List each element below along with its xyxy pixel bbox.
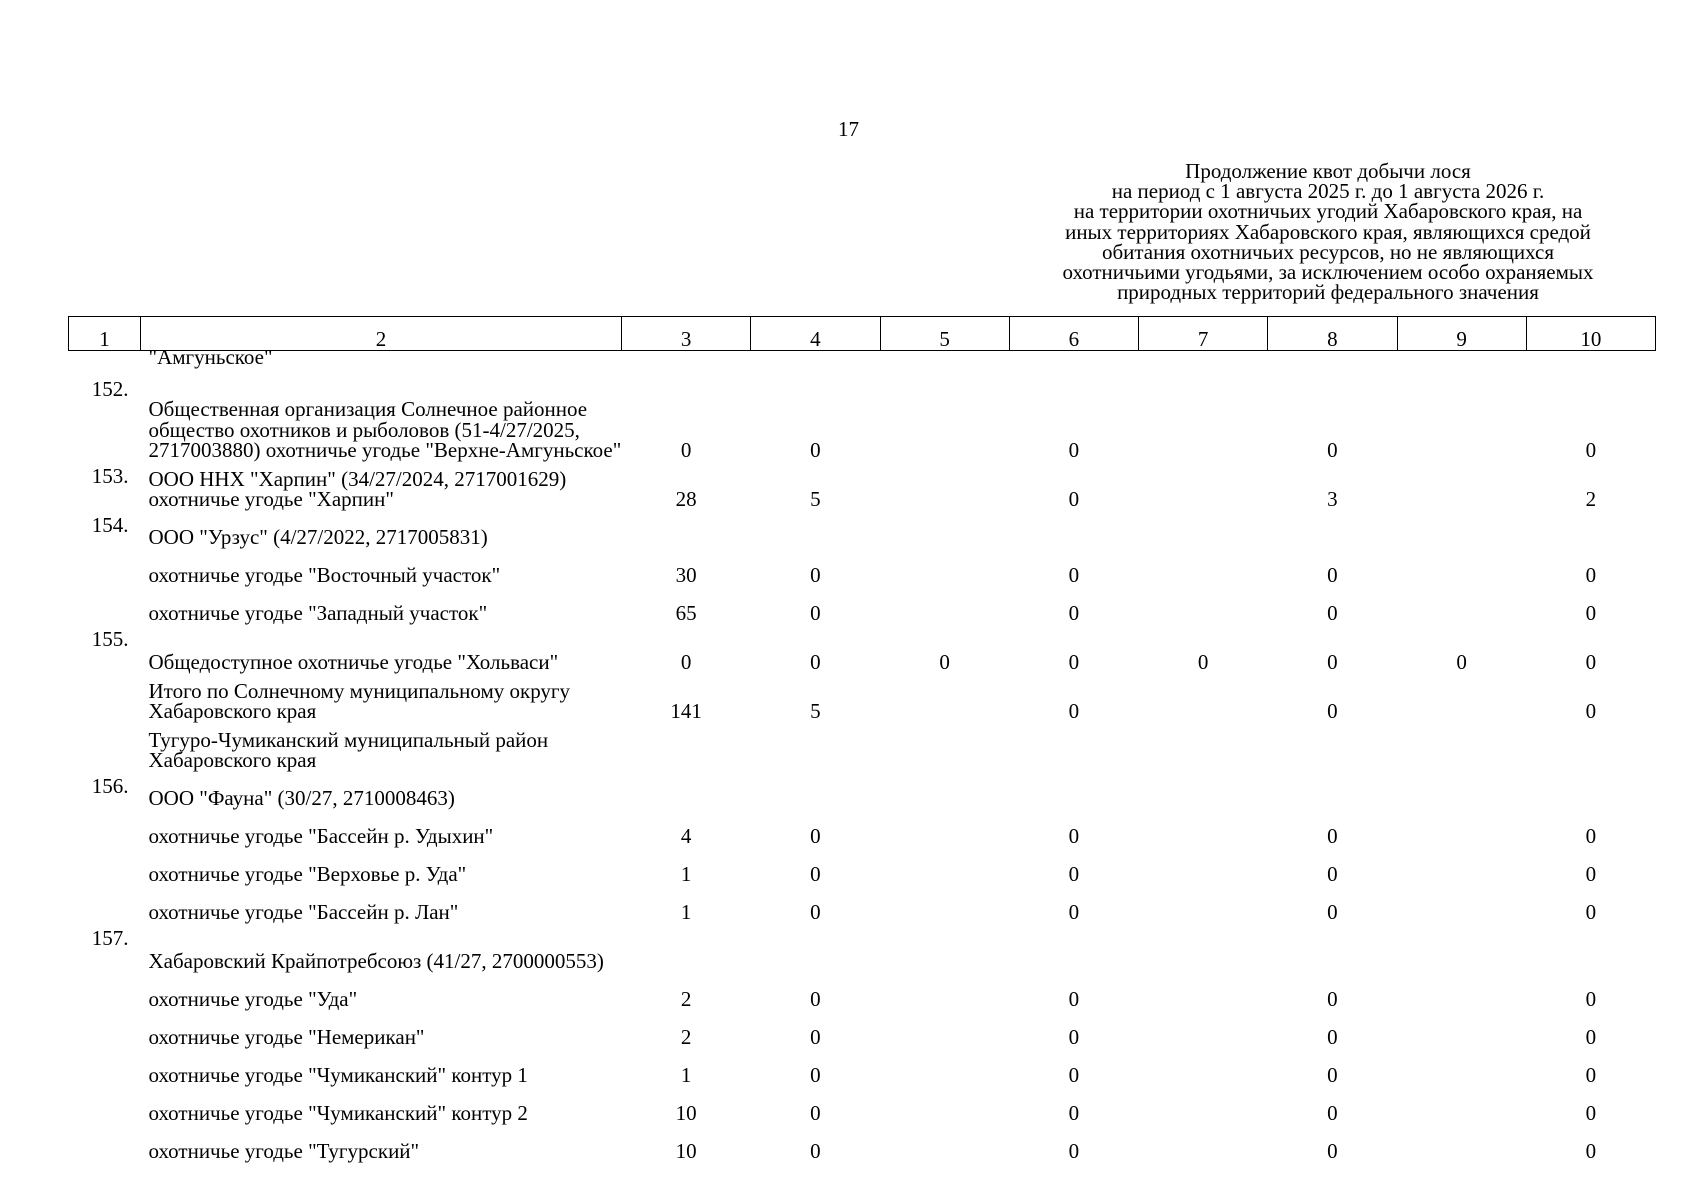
table-row: [69, 351, 1656, 374]
row-value: [880, 846, 1009, 884]
row-value: [1139, 547, 1268, 585]
row-value: [1397, 846, 1526, 884]
row-value: 0: [1197, 649, 1209, 674]
column-header: 8: [1268, 317, 1397, 351]
row-value: [1397, 373, 1526, 460]
row-name: охотничье угодье "Восточный участок": [148, 562, 501, 587]
row-value: 1: [680, 1062, 692, 1087]
column-header: 3: [622, 317, 751, 351]
row-value: [1397, 922, 1526, 971]
column-header: 10: [1526, 317, 1655, 351]
table-row: [69, 884, 1656, 922]
column-header: 4: [751, 317, 880, 351]
row-name: охотничье угодье "Чумиканский" контур 2: [148, 1100, 528, 1125]
row-value: [1397, 351, 1526, 374]
row-value: [1009, 770, 1138, 808]
row-value: 0: [1068, 899, 1080, 924]
row-value: [1397, 1085, 1526, 1123]
row-number: 154.: [91, 513, 129, 537]
row-value: 0: [1327, 649, 1338, 674]
row-number: [69, 721, 141, 770]
row-value: 0: [1585, 1024, 1597, 1049]
row-value: [1139, 922, 1268, 971]
row-number: [69, 672, 141, 721]
row-value: [880, 1085, 1009, 1123]
row-value: [1397, 770, 1526, 808]
row-value: [1526, 721, 1655, 770]
row-value: [1268, 721, 1397, 770]
row-value: [1139, 672, 1268, 721]
row-value: 0: [810, 649, 821, 674]
row-value: [880, 351, 1009, 374]
row-number: 156.: [91, 774, 129, 798]
row-value: 0: [810, 1062, 821, 1087]
row-value: 28: [675, 486, 697, 511]
row-value: 0: [680, 437, 692, 462]
quota-table: [68, 316, 1656, 1161]
row-value: [1009, 922, 1138, 971]
row-value: [622, 351, 751, 374]
row-value: [880, 884, 1009, 922]
row-value: 0: [1068, 437, 1080, 462]
row-value: [1139, 585, 1268, 623]
column-header: 6: [1009, 317, 1138, 351]
row-value: 0: [1068, 600, 1080, 625]
row-value: [1139, 1009, 1268, 1047]
row-value: [1139, 884, 1268, 922]
row-value: [622, 509, 751, 547]
row-value: 0: [1585, 1100, 1597, 1125]
row-value: 0: [1585, 986, 1597, 1011]
row-value: [880, 585, 1009, 623]
row-value: [1139, 721, 1268, 770]
row-value: 0: [810, 899, 821, 924]
row-value: [1397, 1009, 1526, 1047]
row-value: 141: [670, 698, 702, 723]
row-value: [1268, 509, 1397, 547]
row-value: [1009, 721, 1138, 770]
row-value: 0: [1068, 861, 1080, 886]
row-number: [69, 808, 141, 846]
row-name: Общедоступное охотничье угодье "Хольваси": [148, 649, 559, 674]
row-value: 1: [680, 861, 692, 886]
table-row: [69, 1085, 1656, 1123]
row-value: [1268, 351, 1397, 374]
row-name: Итого по Солнечному муниципальному округу Хабаровского края: [148, 678, 571, 723]
row-value: [880, 1047, 1009, 1085]
title-line: охотничьими угодьями, за исключением особо охраняемых: [1062, 260, 1594, 285]
row-number: [69, 1009, 141, 1047]
row-value: 0: [1068, 649, 1080, 674]
table-row: [69, 460, 1656, 509]
row-value: 0: [1327, 1100, 1338, 1125]
row-value: 0: [1327, 1062, 1338, 1087]
row-value: [1139, 373, 1268, 460]
row-value: [1397, 1123, 1526, 1161]
title-line: на территории охотничьих угодий Хабаровского края, на: [1073, 199, 1583, 224]
row-value: 0: [1585, 861, 1597, 886]
row-value: 0: [1456, 649, 1467, 674]
row-value: [1009, 351, 1138, 374]
row-name: охотничье угодье "Немерикан": [148, 1024, 425, 1049]
row-value: 30: [675, 562, 697, 587]
row-value: 0: [1327, 600, 1338, 625]
row-value: 0: [1068, 698, 1080, 723]
row-value: 0: [939, 649, 950, 674]
row-value: [1397, 585, 1526, 623]
row-number: 152.: [91, 377, 129, 401]
row-name: ООО ННХ "Харпин" (34/27/2024, 2717001629) охотничье угодье "Харпин": [148, 466, 567, 511]
row-value: 0: [1327, 823, 1338, 848]
row-value: 2: [680, 1024, 692, 1049]
row-value: [1397, 1047, 1526, 1085]
row-name: охотничье угодье "Уда": [148, 986, 358, 1011]
row-value: 0: [1585, 1138, 1597, 1163]
row-value: 0: [1585, 649, 1597, 674]
row-value: [880, 971, 1009, 1009]
row-value: 0: [1068, 986, 1080, 1011]
row-value: [1397, 460, 1526, 509]
row-value: [880, 460, 1009, 509]
row-number: 155.: [91, 627, 129, 651]
row-value: [751, 922, 880, 971]
row-value: [1397, 547, 1526, 585]
row-number: [69, 884, 141, 922]
row-value: 2: [1585, 486, 1597, 511]
row-value: [751, 721, 880, 770]
row-number: [69, 1085, 141, 1123]
table-row: [69, 672, 1656, 721]
row-value: 0: [1585, 823, 1597, 848]
row-number: [69, 1047, 141, 1085]
table-row: [69, 585, 1656, 623]
table-row: [69, 1047, 1656, 1085]
row-number: [69, 547, 141, 585]
row-value: [1139, 351, 1268, 374]
row-value: 0: [1068, 1062, 1080, 1087]
table-row: [69, 1123, 1656, 1161]
column-header: 9: [1397, 317, 1526, 351]
row-number: 153.: [91, 464, 129, 488]
row-value: [1139, 770, 1268, 808]
row-value: 65: [675, 600, 697, 625]
row-name: охотничье угодье "Бассейн р. Лан": [148, 899, 459, 924]
row-value: 0: [1068, 486, 1080, 511]
row-value: 0: [810, 861, 821, 886]
row-value: 5: [810, 486, 821, 511]
row-name: Тугуро-Чумиканский муниципальный район Хабаровского края: [148, 727, 549, 772]
row-value: [1268, 770, 1397, 808]
row-value: [1268, 922, 1397, 971]
row-value: 0: [810, 823, 821, 848]
column-header: 2: [141, 317, 622, 351]
row-value: [880, 509, 1009, 547]
row-name: охотничье угодье "Бассейн р. Удыхин": [148, 823, 494, 848]
page-number: 17: [838, 117, 859, 141]
row-value: [622, 770, 751, 808]
document-title: [1016, 159, 1640, 305]
row-value: [1139, 460, 1268, 509]
title-line: на период с 1 августа 2025 г. до 1 августа 2026 г.: [1111, 179, 1545, 204]
row-value: [1526, 509, 1655, 547]
row-value: 0: [1068, 823, 1080, 848]
row-value: 0: [1327, 437, 1338, 462]
row-value: [880, 1123, 1009, 1161]
row-value: [1397, 884, 1526, 922]
row-value: [880, 373, 1009, 460]
table-row: [69, 846, 1656, 884]
row-value: [622, 721, 751, 770]
row-value: 2: [680, 986, 692, 1011]
row-number: [69, 351, 141, 374]
row-value: [1397, 971, 1526, 1009]
table-row: [69, 1009, 1656, 1047]
row-number: [69, 585, 141, 623]
row-value: [1139, 971, 1268, 1009]
row-value: [880, 1009, 1009, 1047]
row-value: 5: [810, 698, 821, 723]
row-value: 0: [1327, 1024, 1338, 1049]
row-name: "Амгуньское": [148, 345, 273, 369]
table-row: [69, 721, 1656, 770]
row-value: [880, 922, 1009, 971]
title-line: природных территорий федерального значения: [1117, 280, 1539, 305]
row-name: ООО "Фауна" (30/27, 2710008463): [148, 785, 455, 810]
row-value: [1397, 721, 1526, 770]
row-value: [880, 770, 1009, 808]
row-value: [1139, 1047, 1268, 1085]
column-header: 5: [880, 317, 1009, 351]
row-value: 0: [1068, 562, 1080, 587]
column-header: 1: [69, 317, 141, 351]
row-name: ООО "Урзус" (4/27/2022, 2717005831): [148, 524, 488, 549]
row-value: [1526, 351, 1655, 374]
row-value: 0: [680, 649, 692, 674]
table-row: [69, 547, 1656, 585]
table-row: [69, 373, 1656, 460]
row-value: 0: [810, 1100, 821, 1125]
title-line: обитания охотничьих ресурсов, но не являющихся: [1101, 239, 1555, 264]
row-value: [1139, 1123, 1268, 1161]
row-value: [880, 672, 1009, 721]
row-value: 0: [1327, 1138, 1338, 1163]
row-value: 0: [1068, 1100, 1080, 1125]
row-value: [1139, 808, 1268, 846]
table-row: [69, 808, 1656, 846]
row-value: [1526, 770, 1655, 808]
row-value: 0: [1585, 600, 1597, 625]
row-value: [1009, 509, 1138, 547]
row-value: 0: [1327, 698, 1338, 723]
row-value: 0: [810, 562, 821, 587]
row-value: 0: [810, 986, 821, 1011]
row-value: 0: [810, 600, 821, 625]
row-value: 0: [1585, 1062, 1597, 1087]
row-number: [69, 846, 141, 884]
column-number-header-row: [69, 317, 1656, 351]
row-value: [1139, 846, 1268, 884]
table-row: [69, 770, 1656, 808]
row-value: [751, 351, 880, 374]
row-value: [1397, 808, 1526, 846]
row-name: Общественная организация Солнечное районное общество охотников и рыболовов (51-4/27/2025, 2717003880) охотничье угодье "Верхне-Амгуньское": [148, 397, 622, 462]
row-value: 0: [1327, 899, 1338, 924]
row-value: [622, 922, 751, 971]
row-value: [880, 808, 1009, 846]
row-value: [1139, 1085, 1268, 1123]
row-value: 10: [675, 1138, 697, 1163]
row-value: 0: [810, 1024, 821, 1049]
row-value: 3: [1327, 486, 1338, 511]
row-name: Хабаровский Крайпотребсоюз (41/27, 2700000553): [148, 948, 604, 973]
row-value: 0: [1585, 437, 1597, 462]
row-number: 157.: [91, 926, 129, 950]
row-number: [69, 1123, 141, 1161]
row-value: 1: [680, 899, 692, 924]
row-value: [1397, 672, 1526, 721]
row-value: 0: [1585, 698, 1597, 723]
row-value: 0: [1327, 562, 1338, 587]
row-value: 0: [1585, 562, 1597, 587]
row-value: [751, 509, 880, 547]
row-value: [880, 721, 1009, 770]
row-value: 0: [810, 1138, 821, 1163]
title-line: Продолжение квот добычи лося: [1185, 159, 1471, 183]
row-value: 0: [1068, 1024, 1080, 1049]
table-row: [69, 509, 1656, 547]
table-row: [69, 971, 1656, 1009]
table-row: [69, 922, 1656, 971]
row-value: 4: [680, 823, 692, 848]
row-value: 0: [810, 437, 821, 462]
row-value: [751, 770, 880, 808]
row-name: охотничье угодье "Чумиканский" контур 1: [148, 1062, 528, 1087]
table-row: [69, 623, 1656, 672]
row-value: 0: [1327, 986, 1338, 1011]
title-line: иных территориях Хабаровского края, являющихся средой: [1065, 219, 1591, 244]
row-name: охотничье угодье "Западный участок": [148, 600, 488, 625]
row-value: [880, 547, 1009, 585]
row-value: 0: [1327, 861, 1338, 886]
row-value: [1526, 922, 1655, 971]
row-value: 0: [1585, 899, 1597, 924]
row-name: охотничье угодье "Тугурский": [148, 1138, 420, 1163]
row-value: [1139, 509, 1268, 547]
column-header: 7: [1139, 317, 1268, 351]
row-name: охотничье угодье "Верховье р. Уда": [148, 861, 467, 886]
row-value: [1397, 509, 1526, 547]
row-value: 0: [1068, 1138, 1080, 1163]
row-number: [69, 971, 141, 1009]
row-value: 10: [675, 1100, 697, 1125]
